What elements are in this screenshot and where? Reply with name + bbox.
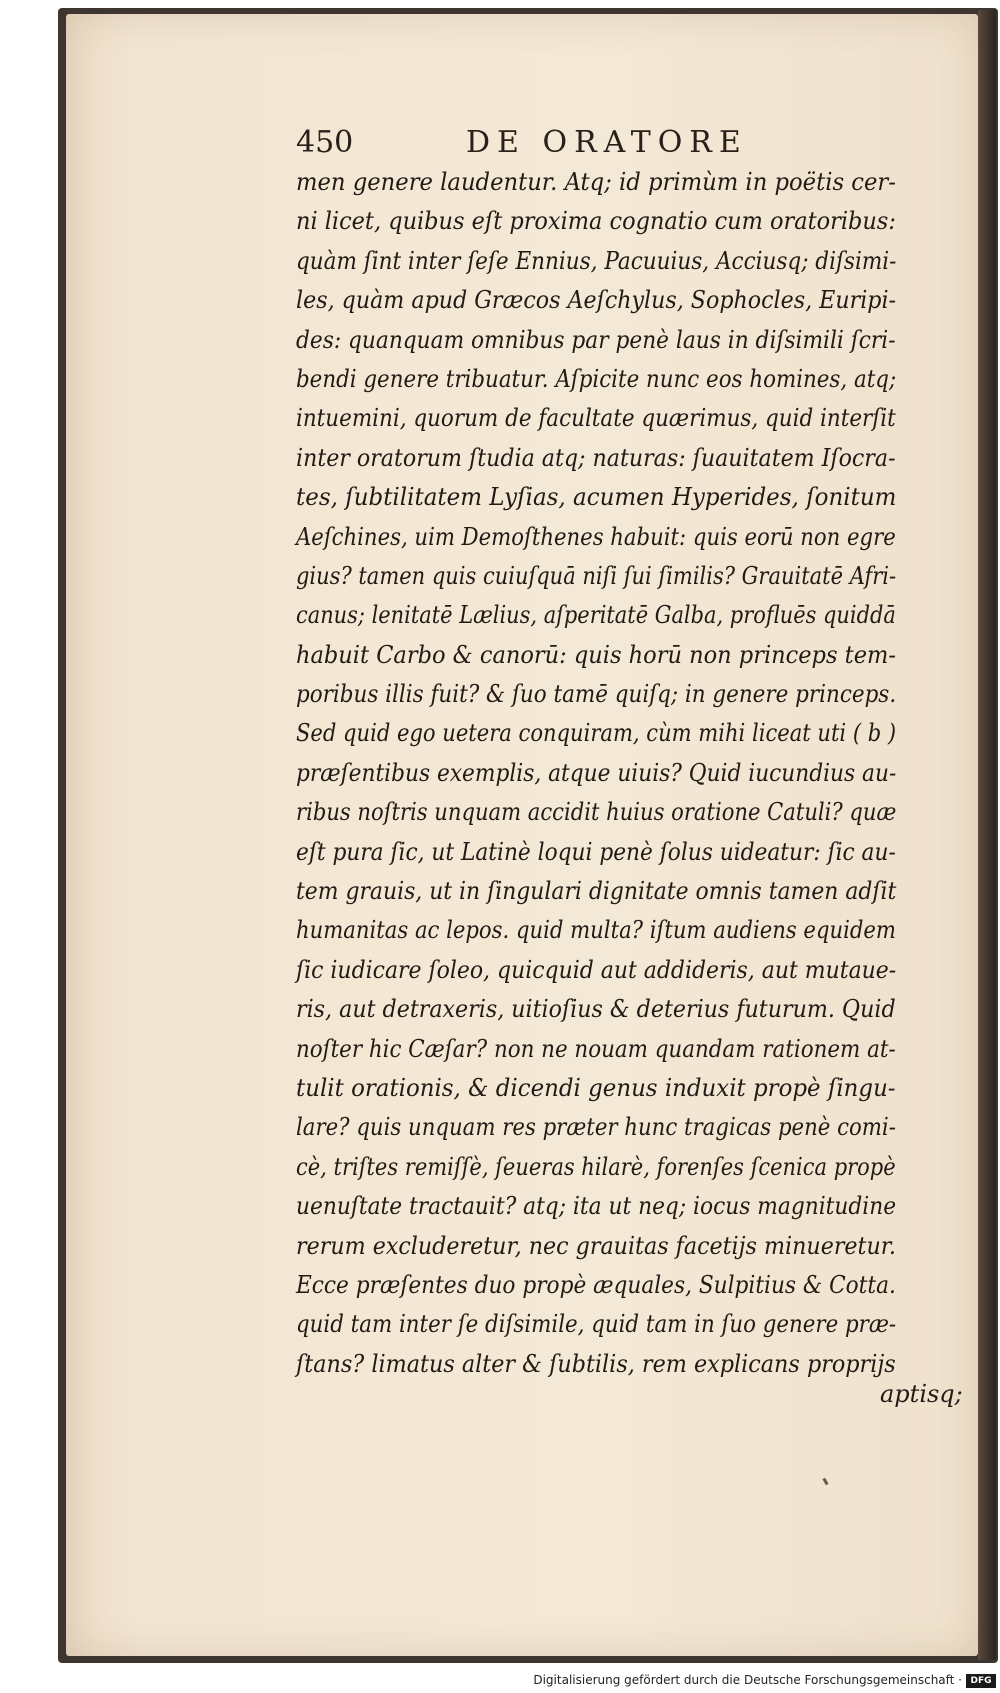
running-head: [296, 125, 896, 165]
text-line: humanitas ac lepos. quid multa? iſtum audiens equidem: [296, 916, 896, 945]
book-spine-edge: [978, 10, 996, 1660]
text-line: habuit Carbo & canorū: quis horū non princeps tem-: [296, 640, 896, 669]
text-line: canus; lenitatē Lælius, aſperitatē Galba, profluēs quiddā: [296, 601, 896, 630]
text-line: præſentibus exemplis, atque uiuis? Quid iucundius au-: [296, 758, 897, 787]
page-number: 450: [296, 125, 354, 160]
text-line: Ecce præſentes duo propè æquales, Sulpitius & Cotta.: [296, 1270, 896, 1299]
text-line: quid tam inter ſe diſsimile, quid tam in ſuo genere præ-: [296, 1310, 897, 1339]
text-line: intuemini, quorum de facultate quærimus, quid interſit: [296, 404, 896, 433]
text-line: ni licet, quibus eſt proxima cognatio cum oratoribus:: [296, 207, 896, 236]
body-text: [296, 163, 976, 1384]
text-line: les, quàm apud Græcos Aeſchylus, Sophocles, Euripi-: [296, 286, 897, 315]
text-line: lare? quis unquam res præter hunc tragicas penè comi-: [296, 1113, 896, 1142]
text-line: quàm ſint inter ſeſe Ennius, Pacuuius, Acciusq; diſsimi-: [296, 246, 897, 275]
text-line: Aeſchines, uim Demoſthenes habuit: quis eorū non egre: [296, 522, 896, 551]
text-line: rerum excluderetur, nec grauitas facetijs minueretur.: [296, 1231, 896, 1260]
text-line: cè, triſtes remiſſè, ſeueras hilarè, forenſes ſcenica propè: [296, 1152, 896, 1181]
catchword: aptisq;: [880, 1380, 963, 1408]
text-line: ſic iudicare ſoleo, quicquid aut addideris, aut mutaue-: [296, 955, 897, 984]
text-line: eſt pura ſic, ut Latinè loqui penè ſolus uideatur: ſic au-: [296, 837, 896, 866]
dfg-logo-icon: DFG: [966, 1674, 996, 1688]
text-line: des: quanquam omnibus par penè laus in diſsimili ſcri-: [296, 325, 896, 354]
footer-credit: Digitalisierung gefördert durch die Deutsche Forschungsgemeinschaft ·: [533, 1673, 962, 1687]
text-line: poribus illis fuit? & ſuo tamē quiſq; in genere princeps.: [296, 680, 897, 709]
text-line: bendi genere tribuatur. Aſpicite nunc eos homines, atq;: [296, 364, 897, 393]
text-line: ribus noſtris unquam accidit huius oratione Catuli? quæ: [296, 798, 897, 827]
text-line: tes, ſubtilitatem Lyſias, acumen Hyperides, ſonitum: [296, 483, 897, 512]
text-line: tulit orationis, & dicendi genus induxit propè ſingu-: [296, 1073, 896, 1102]
text-line: men genere laudentur. Atq; id primùm in poëtis cer-: [296, 168, 896, 196]
text-line: Sed quid ego uetera conquiram, cùm mihi liceat uti ( b ): [296, 719, 897, 748]
text-line: ſtans? limatus alter & ſubtilis, rem explicans proprijs: [296, 1349, 896, 1378]
digitization-footer: [0, 1671, 1000, 1693]
text-line: gius? tamen quis cuiuſquā niſi ſui ſimilis? Grauitatē Afri-: [296, 561, 897, 590]
text-line: tem grauis, ut in ſingulari dignitate omnis tamen adſit: [296, 877, 897, 906]
text-line: inter oratorum ſtudia atq; naturas: ſuauitatem Iſocra-: [296, 443, 896, 472]
running-title: DE ORATORE: [466, 125, 748, 160]
text-line: noſter hic Cæſar? non ne nouam quandam rationem at-: [296, 1034, 896, 1063]
text-line: ris, aut detraxeris, uitioſius & deterius futurum. Quid: [296, 995, 896, 1024]
text-line: uenuſtate tractauit? atq; ita ut neq; iocus magnitudine: [296, 1192, 897, 1221]
